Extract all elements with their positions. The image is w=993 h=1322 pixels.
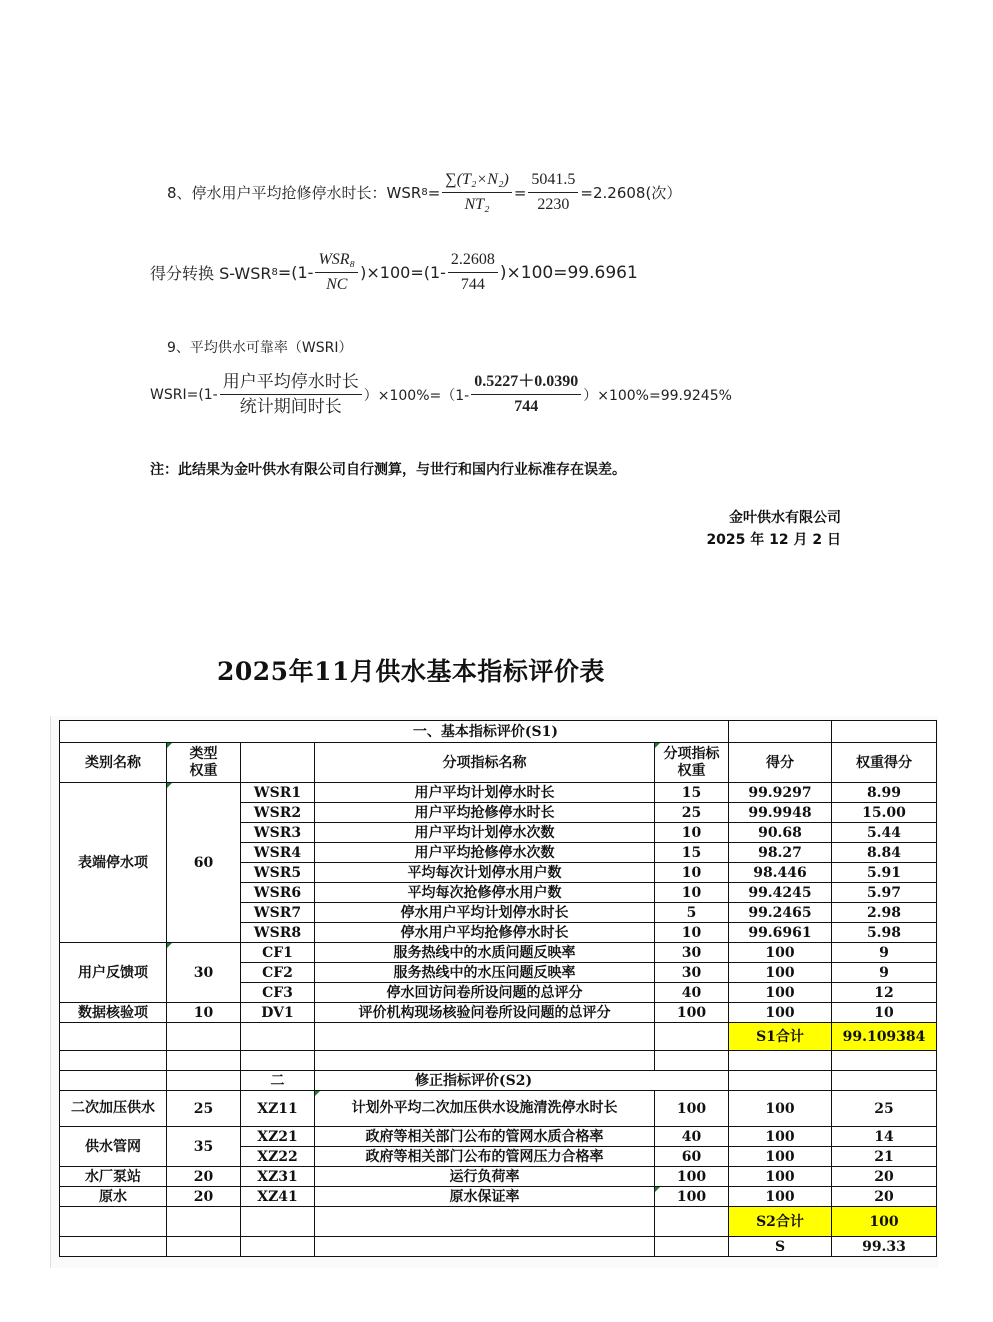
type-weight-cell[interactable]: 25 xyxy=(167,1091,241,1127)
item-name-cell[interactable]: 运行负荷率 xyxy=(315,1167,655,1187)
value-fraction xyxy=(448,250,498,295)
s1-total-value[interactable]: 99.109384 xyxy=(832,1023,937,1051)
item-weight-cell[interactable]: 30 xyxy=(655,943,729,963)
weighted-score-cell[interactable]: 5.91 xyxy=(832,863,937,883)
item-weight-cell[interactable]: 100 xyxy=(655,1003,729,1023)
header-code[interactable] xyxy=(241,743,315,783)
wsri-label: WSRI=(1- xyxy=(150,386,218,403)
item-weight-cell[interactable]: 40 xyxy=(655,1127,729,1147)
weighted-score-cell[interactable]: 15.00 xyxy=(832,803,937,823)
score-conversion-formula xyxy=(150,250,638,295)
s-value[interactable]: 99.33 xyxy=(832,1237,937,1257)
score-cell[interactable]: 99.4245 xyxy=(729,883,832,903)
cell[interactable] xyxy=(60,1023,167,1051)
cell[interactable] xyxy=(167,1237,241,1257)
type-weight-cell[interactable]: 20 xyxy=(167,1167,241,1187)
signature-date: 2025 年 12 月 2 日 xyxy=(706,532,841,548)
cell[interactable] xyxy=(167,1207,241,1237)
table-row xyxy=(60,1127,937,1147)
fraction-numerator: WSR₈ xyxy=(315,250,358,273)
conversion-label: 得分转换 S-WSR xyxy=(150,264,272,283)
section9-heading xyxy=(167,337,353,357)
wsri-result: ）×100%=99.9245% xyxy=(583,387,732,404)
conversion-open: =(1- xyxy=(277,263,314,282)
type-weight-cell[interactable]: 10 xyxy=(167,1003,241,1023)
score-cell[interactable]: 100 xyxy=(729,1091,832,1127)
item-name-cell[interactable]: 用户平均抢修停水时长 xyxy=(315,803,655,823)
weighted-score-cell[interactable]: 14 xyxy=(832,1127,937,1147)
cell[interactable] xyxy=(832,1071,937,1091)
score-cell[interactable]: 99.6961 xyxy=(729,923,832,943)
value-fraction xyxy=(471,372,581,417)
table-row xyxy=(60,1003,937,1023)
fraction-denominator: NC xyxy=(326,276,348,293)
category-cell[interactable]: 供水管网 xyxy=(60,1127,167,1167)
s2-total-row xyxy=(60,1207,937,1237)
section8-formula xyxy=(167,170,681,215)
section8-label: 8、停水用户平均抢修停水时长：WSR xyxy=(167,184,422,202)
weighted-score-cell[interactable]: 2.98 xyxy=(832,903,937,923)
cell[interactable] xyxy=(241,1051,315,1071)
s-label[interactable]: S xyxy=(729,1237,832,1257)
cell[interactable] xyxy=(315,1023,655,1051)
table-row xyxy=(60,1167,937,1187)
item-name-cell[interactable]: 用户平均计划停水次数 xyxy=(315,823,655,843)
signature-block xyxy=(706,507,841,551)
code-cell[interactable]: XZ11 xyxy=(241,1091,315,1127)
cell[interactable] xyxy=(832,721,937,743)
s1-total-label[interactable]: S1合计 xyxy=(729,1023,832,1051)
item-name-cell[interactable]: 服务热线中的水质问题反映率 xyxy=(315,943,655,963)
category-cell[interactable]: 用户反馈项 xyxy=(60,943,167,1003)
item-weight-cell[interactable]: 15 xyxy=(655,843,729,863)
item-name-cell[interactable]: 评价机构现场核验问卷所设问题的总评分 xyxy=(315,1003,655,1023)
section2-number[interactable]: 二 xyxy=(241,1071,315,1091)
item-name-cell[interactable]: 政府等相关部门公布的管网压力合格率 xyxy=(315,1147,655,1167)
item-weight-cell[interactable]: 100 xyxy=(655,1167,729,1187)
weighted-score-cell[interactable]: 12 xyxy=(832,983,937,1003)
item-name-cell[interactable]: 计划外平均二次加压供水设施清洗停水时长 xyxy=(315,1091,655,1127)
company-name: 金叶供水有限公司 xyxy=(729,510,841,526)
type-weight-cell[interactable]: 60 xyxy=(167,783,241,943)
weighted-score-cell[interactable]: 9 xyxy=(832,963,937,983)
code-cell[interactable]: CF2 xyxy=(241,963,315,983)
table-row xyxy=(60,783,937,803)
weighted-score-cell[interactable]: 20 xyxy=(832,1187,937,1207)
code-cell[interactable]: CF3 xyxy=(241,983,315,1003)
subscript: 8 xyxy=(271,267,278,278)
s2-total-value[interactable]: 100 xyxy=(832,1207,937,1237)
code-cell[interactable]: WSR1 xyxy=(241,783,315,803)
table-row xyxy=(60,943,937,963)
type-weight-cell[interactable]: 20 xyxy=(167,1187,241,1207)
score-cell[interactable]: 100 xyxy=(729,1003,832,1023)
code-cell[interactable]: XZ22 xyxy=(241,1147,315,1167)
formula-fraction xyxy=(315,250,358,295)
code-cell[interactable]: XZ31 xyxy=(241,1167,315,1187)
item-name-cell[interactable]: 停水回访问卷所设问题的总评分 xyxy=(315,983,655,1003)
cell[interactable] xyxy=(655,1051,729,1071)
code-cell[interactable]: WSR4 xyxy=(241,843,315,863)
item-name-cell[interactable]: 用户平均抢修停水次数 xyxy=(315,843,655,863)
code-cell[interactable]: WSR7 xyxy=(241,903,315,923)
item-weight-cell[interactable]: 10 xyxy=(655,923,729,943)
subscript: 8 xyxy=(421,187,428,198)
item-weight-cell[interactable]: 15 xyxy=(655,783,729,803)
fraction-numerator: 0.5227＋0.0390 xyxy=(471,372,581,395)
type-weight-cell[interactable]: 30 xyxy=(167,943,241,1003)
s1-total-row xyxy=(60,1023,937,1051)
code-cell[interactable]: WSR3 xyxy=(241,823,315,843)
code-cell[interactable]: WSR6 xyxy=(241,883,315,903)
cell[interactable] xyxy=(167,1023,241,1051)
section9-title: 9、平均供水可靠率（WSRI） xyxy=(167,340,353,356)
section8-result: =2.2608(次） xyxy=(580,184,682,202)
item-weight-cell[interactable]: 10 xyxy=(655,883,729,903)
item-weight-cell[interactable]: 40 xyxy=(655,983,729,1003)
item-name-cell[interactable]: 停水用户平均计划停水时长 xyxy=(315,903,655,923)
header-score[interactable]: 得分 xyxy=(729,743,832,783)
section1-title-row xyxy=(60,721,937,743)
item-name-cell[interactable]: 政府等相关部门公布的管网水质合格率 xyxy=(315,1127,655,1147)
item-name-cell[interactable]: 平均每次计划停水用户数 xyxy=(315,863,655,883)
category-cell[interactable]: 数据核验项 xyxy=(60,1003,167,1023)
value-fraction xyxy=(528,170,578,215)
cell[interactable] xyxy=(729,1051,832,1071)
fraction-denominator: NT₂ xyxy=(464,196,490,213)
code-cell[interactable]: XZ21 xyxy=(241,1127,315,1147)
conversion-result: )×100=99.6961 xyxy=(499,262,638,283)
category-cell[interactable]: 二次加压供水 xyxy=(60,1091,167,1127)
score-cell[interactable]: 100 xyxy=(729,1127,832,1147)
category-cell[interactable]: 原水 xyxy=(60,1187,167,1207)
item-weight-cell[interactable]: 60 xyxy=(655,1147,729,1167)
weighted-score-cell[interactable]: 25 xyxy=(832,1091,937,1127)
cell[interactable] xyxy=(60,1051,167,1071)
section2-title-row xyxy=(60,1071,937,1091)
weighted-score-cell[interactable]: 5.44 xyxy=(832,823,937,843)
cell[interactable] xyxy=(655,1023,729,1051)
fraction-numerator: 用户平均停水时长 xyxy=(220,372,362,395)
item-weight-cell[interactable]: 10 xyxy=(655,823,729,843)
cell[interactable] xyxy=(655,1237,729,1257)
score-cell[interactable]: 100 xyxy=(729,1187,832,1207)
section1-title[interactable]: 一、基本指标评价(S1) xyxy=(60,721,729,743)
code-cell[interactable]: CF1 xyxy=(241,943,315,963)
item-weight-cell[interactable]: 5 xyxy=(655,903,729,923)
fraction-denominator: 744 xyxy=(460,276,485,293)
formula-fraction xyxy=(220,372,362,417)
weighted-score-cell[interactable]: 21 xyxy=(832,1147,937,1167)
equals: = xyxy=(513,183,527,202)
conversion-mid: )×100=(1- xyxy=(360,263,446,282)
code-cell[interactable]: DV1 xyxy=(241,1003,315,1023)
cell[interactable] xyxy=(167,1051,241,1071)
cell[interactable] xyxy=(241,1207,315,1237)
fraction-numerator: 5041.5 xyxy=(528,170,578,193)
item-weight-cell[interactable]: 100 xyxy=(655,1091,729,1127)
score-cell[interactable]: 99.2465 xyxy=(729,903,832,923)
fraction-numerator: 2.2608 xyxy=(448,250,498,273)
item-name-cell[interactable]: 原水保证率 xyxy=(315,1187,655,1207)
weighted-score-cell[interactable]: 8.99 xyxy=(832,783,937,803)
table-row xyxy=(60,1187,937,1207)
score-cell[interactable]: 100 xyxy=(729,963,832,983)
score-cell[interactable]: 100 xyxy=(729,1167,832,1187)
weighted-score-cell[interactable]: 5.98 xyxy=(832,923,937,943)
header-weighted-score[interactable]: 权重得分 xyxy=(832,743,937,783)
item-name-cell[interactable]: 用户平均计划停水时长 xyxy=(315,783,655,803)
sheet-title: 2025年11月供水基本指标评价表 xyxy=(217,657,605,686)
item-weight-cell[interactable]: 100 xyxy=(655,1187,729,1207)
item-name-cell[interactable]: 服务热线中的水压问题反映率 xyxy=(315,963,655,983)
item-weight-cell[interactable]: 30 xyxy=(655,963,729,983)
equals: = xyxy=(427,183,441,202)
fraction-numerator: ∑(T₂×N₂) xyxy=(442,170,512,193)
code-cell[interactable]: WSR2 xyxy=(241,803,315,823)
wsri-mid: ）×100%=（1- xyxy=(363,387,470,404)
cell[interactable] xyxy=(315,1051,655,1071)
category-cell[interactable]: 表端停水项 xyxy=(60,783,167,943)
header-category[interactable]: 类别名称 xyxy=(60,743,167,783)
code-cell[interactable]: WSR5 xyxy=(241,863,315,883)
section9-formula xyxy=(150,372,732,417)
code-cell[interactable]: XZ41 xyxy=(241,1187,315,1207)
score-cell[interactable]: 100 xyxy=(729,1147,832,1167)
cell[interactable] xyxy=(832,1051,937,1071)
weighted-score-cell[interactable]: 9 xyxy=(832,943,937,963)
section2-title[interactable]: 修正指标评价(S2) xyxy=(315,1071,729,1091)
cell[interactable] xyxy=(241,1237,315,1257)
item-name-cell[interactable]: 平均每次抢修停水用户数 xyxy=(315,883,655,903)
fraction-denominator: 2230 xyxy=(537,196,570,213)
header-item-weight[interactable]: 分项指标权重 xyxy=(655,743,729,783)
evaluation-table xyxy=(59,720,937,1257)
cell[interactable] xyxy=(60,1237,167,1257)
header-row xyxy=(60,743,937,783)
cell[interactable] xyxy=(315,1207,655,1237)
s-total-row xyxy=(60,1237,937,1257)
score-cell[interactable]: 98.27 xyxy=(729,843,832,863)
empty-row xyxy=(60,1051,937,1071)
cell[interactable] xyxy=(241,1023,315,1051)
cell[interactable] xyxy=(655,1207,729,1237)
score-cell[interactable]: 98.446 xyxy=(729,863,832,883)
s2-total-label[interactable]: S2合计 xyxy=(729,1207,832,1237)
table-row xyxy=(60,1091,937,1127)
header-type-weight[interactable]: 类型权重 xyxy=(167,743,241,783)
weighted-score-cell[interactable]: 5.97 xyxy=(832,883,937,903)
cell[interactable] xyxy=(315,1237,655,1257)
score-cell[interactable]: 90.68 xyxy=(729,823,832,843)
type-weight-cell[interactable]: 35 xyxy=(167,1127,241,1167)
score-cell[interactable]: 100 xyxy=(729,943,832,963)
weighted-score-cell[interactable]: 20 xyxy=(832,1167,937,1187)
weighted-score-cell[interactable]: 10 xyxy=(832,1003,937,1023)
item-name-cell[interactable]: 停水用户平均抢修停水时长 xyxy=(315,923,655,943)
cell[interactable] xyxy=(60,1071,167,1091)
item-weight-cell[interactable]: 10 xyxy=(655,863,729,883)
category-cell[interactable]: 水厂泵站 xyxy=(60,1167,167,1187)
cell[interactable] xyxy=(167,1071,241,1091)
fraction-denominator: 744 xyxy=(514,398,539,415)
item-weight-cell[interactable]: 25 xyxy=(655,803,729,823)
score-cell[interactable]: 99.9297 xyxy=(729,783,832,803)
fraction-denominator: 统计期间时长 xyxy=(239,397,342,417)
formula-fraction xyxy=(442,170,512,215)
cell[interactable] xyxy=(60,1207,167,1237)
disclaimer-note: 注：此结果为金叶供水有限公司自行测算，与世行和国内行业标准存在误差。 xyxy=(150,462,626,478)
cell[interactable] xyxy=(729,1071,832,1091)
code-cell[interactable]: WSR8 xyxy=(241,923,315,943)
score-cell[interactable]: 99.9948 xyxy=(729,803,832,823)
weighted-score-cell[interactable]: 8.84 xyxy=(832,843,937,863)
header-item-name[interactable]: 分项指标名称 xyxy=(315,743,655,783)
score-cell[interactable]: 100 xyxy=(729,983,832,1003)
cell[interactable] xyxy=(729,721,832,743)
